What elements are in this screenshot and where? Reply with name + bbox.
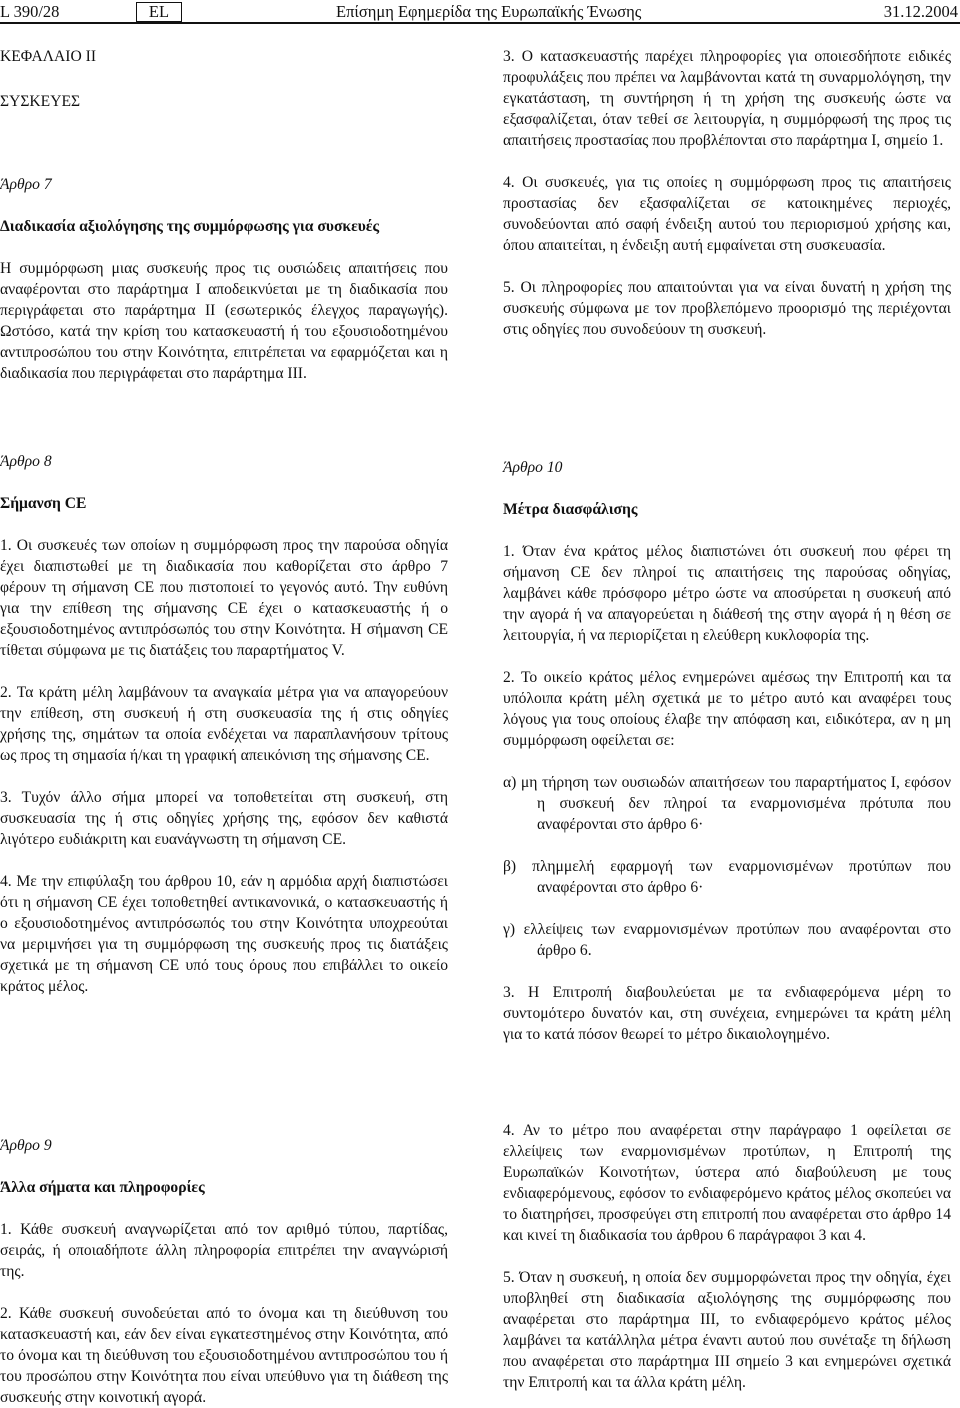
chapter-title: ΣΥΣΚΕΥΕΣ [0, 93, 81, 110]
list-item: α) μη τήρηση των ουσιωδών απαιτήσεων του παραρτήματος I, εφόσον η συσκευή δεν πληροί τα εναρμονισμένα πρότυπα που αναφέρονται στο άρθρο 6· [503, 774, 951, 833]
article-number: Άρθρο 9 [0, 1137, 52, 1154]
journal-title: Επίσημη Εφημερίδα της Ευρωπαϊκής Ένωσης [336, 2, 642, 21]
paragraph: 3. Ο κατασκευαστής παρέχει πληροφορίες για οποιεσδήποτε ειδικές προφυλάξεις που πρέπει να λαμβάνονται κατά τη συναρμολόγηση, την εγκατάσταση, τη συντήρηση ή τη χρήση της συσκευής ώστε να εξασφαλίζεται, όταν τεθεί σε λειτουργία, η συμμόρφωσή της προς τις απαιτήσεις προστασίας που προβλέπονται στο παράρτημα I, σημείο 1. [503, 48, 951, 149]
article-title: Μέτρα διασφάλισης [503, 501, 638, 518]
paragraph: 3. Τυχόν άλλο σήμα μπορεί να τοποθετείται στη συσκευή, στη συσκευασία της ή στις οδηγίες χρήσης της, εφόσον δεν καθιστά λιγότερο ευδιάκριτη και ευανάγνωστη τη σήμανση CE. [0, 789, 448, 848]
article-title: Σήμανση CE [0, 495, 87, 512]
paragraph: 2. Τα κράτη μέλη λαμβάνουν τα αναγκαία μέτρα για να απαγορεύουν την επίθεση, στη συσκευή ή στη συσκευασία της ή στις οδηγίες χρήσης της, σημάτων τα οποία ενδέχεται να παραπλανήσουν τρίτους ως προς τη σημασία ή/και τη γραφική απεικόνιση της σήμανσης CE. [0, 684, 448, 764]
page-reference: L 390/28 [0, 2, 60, 21]
paragraph: 2. Κάθε συσκευή συνοδεύεται από το όνομα και τη διεύθυνση του κατασκευαστή και, εάν δεν είναι εγκατεστημένος στην Κοινότητα, από το όνομα και τη διεύθυνση του εξουσιοδοτημένου αντιπροσώπου του ή του προσώπου στην Κοινότητα που είναι υπεύθυνο για τη διάθεση της συσκευής στην κοινοτική αγορά. [0, 1305, 448, 1406]
paragraph: 2. Το οικείο κράτος μέλος ενημερώνει αμέσως την Επιτροπή και τα υπόλοιπα κράτη μέλη σχετικά με το μέτρο αυτό και αναφέρει τους λόγους για τους οποίους έλαβε την απόφαση και, ειδικότερα, αν η μη συμμόρφωση οφείλεται σε: [503, 669, 951, 749]
paragraph: 1. Όταν ένα κράτος μέλος διαπιστώνει ότι συσκευή που φέρει τη σήμανση CE δεν πληροί τις απαιτήσεις της παρούσας οδηγίας, λαμβάνει κάθε πρόσφορο μέτρο ώστε να αποσύρεται η συσκευή από την αγορά ή να απαγορεύεται η διάθεσή της στην αγορά ή η θέση σε λειτουργία, ή να περιορίζεται η ελεύθερη κυκλοφορία της. [503, 543, 951, 644]
article-number: Άρθρο 8 [0, 453, 52, 470]
publication-date: 31.12.2004 [883, 2, 958, 21]
paragraph: Η συμμόρφωση μιας συσκευής προς τις ουσιώδεις απαιτήσεις που αναφέρονται στο παράρτημα I αποδεικνύεται με τη διαδικασία που περιγράφεται στο παράρτημα II (εσωτερικός έλεγχος παραγωγής). Ωστόσο, κατά την κρίση του κατασκευαστή ή του εξουσιοδοτημένου αντιπροσώπου του στην Κοινότητα, επιτρέπεται να εφαρμόζεται και η διαδικασία που περιγράφεται στο παράρτημα III. [0, 260, 448, 382]
list-item: β) πλημμελή εφαρμογή των εναρμονισμένων προτύπων που αναφέρονται στο άρθρο 6· [503, 858, 951, 896]
chapter-heading [0, 46, 448, 112]
header-divider [0, 22, 960, 24]
paragraph: 4. Αν το μέτρο που αναφέρεται στην παράγραφο 1 οφείλεται σε ελλείψεις των εναρμονισμένων προτύπων, η Επιτροπή της Ευρωπαϊκών Κοινοτήτων, ύστερα από διαβούλευση με τους ενδιαφερόμενους, εφόσον το ενδιαφερόμενο κράτος μέλος σκοπεύει να το διατηρήσει, προσφεύγει στη επιτροπή που αναφέρεται στο άρθρο 14 και κινεί τη διαδικασία του άρθρου 6 παράγραφοι 3 και 4. [503, 1122, 951, 1244]
paragraph: 5. Όταν η συσκευή, η οποία δεν συμμορφώνεται προς την οδηγία, έχει υποβληθεί στη διαδικασία αξιολόγησης της συμμόρφωσης που αναφέρεται στο παράρτημα III, το ενδιαφερόμενο κράτος μέλος λαμβάνει τα κατάλληλα μέτρα έναντι αυτού που συνέταξε τη δήλωση που αναφέρεται στο παράρτημα III σημείο 3 και ενημερώνει σχετικά την Επιτροπή και τα άλλα κράτη μέλη. [503, 1269, 951, 1391]
paragraph: 4. Με την επιφύλαξη του άρθρου 10, εάν η αρμόδια αρχή διαπιστώσει ότι η σήμανση CE έχει τοποθετηθεί αντικανονικά, ο κατασκευαστής ή ο εξουσιοδοτημένος αντιπρόσωπός του στην Κοινότητα υποχρεούται να μεριμνήσει για τη συμμόρφωση της συσκευής προς τις διατάξεις σχετικά με τη σήμανση CE υπό τους όρους που επιβάλλει το οικείο κράτος μέλος. [0, 873, 448, 995]
article-title: Διαδικασία αξιολόγησης της συμμόρφωσης για συσκευές [0, 218, 380, 235]
article-10 [503, 457, 951, 1045]
article-9 [0, 1135, 448, 1408]
article-9-continued [503, 46, 951, 340]
article-8 [0, 451, 448, 997]
article-number: Άρθρο 10 [503, 459, 563, 476]
paragraph: 3. Η Επιτροπή διαβουλεύεται με τα ενδιαφερόμενα μέρη το συντομότερο δυνατόν και, στη συνέχεια, ενημερώνει τα κράτη μέλη για το κατά πόσον θεωρεί το μέτρο δικαιολογημένο. [503, 984, 951, 1043]
paragraph: 4. Οι συσκευές, για τις οποίες η συμμόρφωση προς τις απαιτήσεις προστασίας δεν εξασφαλίζεται σε κατοικημένες περιοχές, συνοδεύονται από σαφή ένδειξη αυτού του περιορισμού χρήσης και, όπου απαιτείται, η ένδειξη αυτή εμφαίνεται στη συσκευασία. [503, 174, 951, 254]
list-item: γ) ελλείψεις των εναρμονισμένων προτύπων που αναφέρονται στο άρθρο 6. [503, 921, 951, 959]
language-badge: EL [136, 2, 182, 22]
article-title: Άλλα σήματα και πληροφορίες [0, 1179, 205, 1196]
article-7 [0, 174, 448, 384]
article-number: Άρθρο 7 [0, 176, 52, 193]
paragraph: 5. Οι πληροφορίες που απαιτούνται για να είναι δυνατή η χρήση της συσκευής σύμφωνα με τον προβλεπόμενο προορισμό της περιέχονται στις οδηγίες που συνοδεύουν τη συσκευή. [503, 279, 951, 338]
paragraph: 1. Κάθε συσκευή αναγνωρίζεται από τον αριθμό τύπου, παρτίδας, σειράς, ή οποιαδήποτε άλλη πληροφορία επιτρέπει την αναγνώρισή της. [0, 1221, 448, 1280]
paragraph: 1. Οι συσκευές των οποίων η συμμόρφωση προς την παρούσα οδηγία έχει διαπιστωθεί με τη διαδικασία που καθορίζεται στο άρθρο 7 φέρουν τη σήμανση CE που πιστοποιεί το γεγονός αυτό. Την ευθύνη για την επίθεση της σήμανσης CE έχει ο κατασκευαστής ή ο εξουσιοδοτημένος αντιπρόσωπός του στην Κοινότητα. Η σήμανση CE τίθεται σύμφωνα με τις διατάξεις του παραρτήματος V. [0, 537, 448, 659]
article-10-continued [503, 1120, 951, 1393]
chapter-label: ΚΕΦΑΛΑΙΟ II [0, 48, 97, 65]
